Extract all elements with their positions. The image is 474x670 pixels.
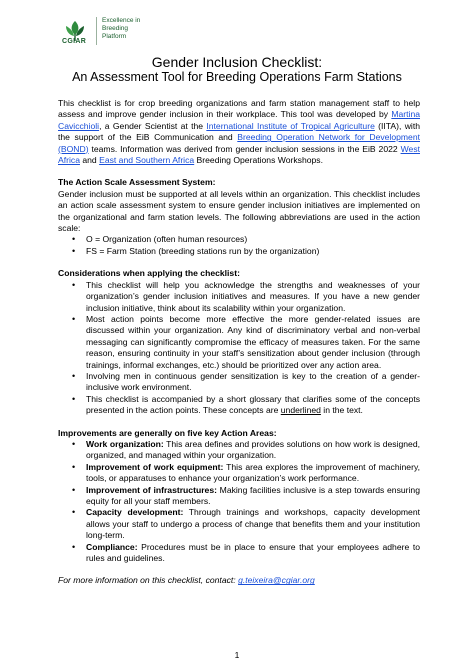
intro-text: , a Gender Scientist at the [99,120,207,131]
action-area-text: This area explores the improvement of machinery, tools, or apparatuses to enhance your organization’s work performance. [86,461,420,484]
intro-text: and [79,155,100,166]
platform-name: Excellence in Breeding Platform [102,17,141,40]
intro-text: This checklist is for crop breeding organizations and farm station management staff to help assess and improve gender inclusion in their workplace. This tool was developed by [58,98,420,120]
intro-text: Breeding Operations Workshops. [194,155,323,166]
east-southern-africa-link[interactable]: East and Southern Africa [99,155,195,166]
action-area-text: Through trainings and workshops, capacity development allows your staff to undergo a process of change that benefits them and your institution long-term. [86,507,420,541]
action-area-label: Capacity development: [86,507,184,518]
action-area-item [58,542,420,565]
contact-line [58,575,420,586]
action-area-label: Improvement of work equipment: [86,461,224,472]
action-area-label: Compliance: [86,541,138,552]
bond-link[interactable]: Breeding Operation Network for Development (BOND) [58,132,420,154]
considerations-heading: Considerations when applying the checklist: [58,268,240,279]
action-area-label: Improvement of infrastructures: [86,484,217,495]
list-item [58,394,420,417]
contact-email-link[interactable]: g.teixeira@cgiar.org [238,575,315,586]
action-area-text: This area defines and provides solutions on how work is designed, organized, and managed within your organization. [86,438,420,461]
page-subtitle: An Assessment Tool for Breeding Operations Farm Stations [72,70,402,84]
page-title: Gender Inclusion Checklist: [151,54,323,70]
action-area-text: Making facilities inclusive is a step towards ensuring equity for all your staff members. [86,484,420,506]
underlined-term: underlined [280,405,321,416]
intro-paragraph [58,98,420,166]
list-item-text: in the text. [320,405,363,416]
list-item-text: This checklist is accompanied by a short glossary that clarifies some of the concepts presented in the action points. These concepts are [86,393,420,416]
list-item: • FS = Farm Station (breeding stations run by the organization) [58,246,420,257]
action-areas-list [58,439,420,564]
action-area-label: Work organization: [86,438,164,449]
document-body [58,98,420,587]
action-area-item [58,485,420,508]
action-scale-text: Gender inclusion must be supported at all levels within an organization. This checklist includes an action scale assessment system to ensure gender inclusion initiatives are implemented on the organizational and farm station levels. The following abbreviations are used in the action scale: [58,188,420,234]
action-area-item [58,462,420,485]
cgiar-logo [62,14,172,48]
intro-text: (IITA), with the support of the EiB Communication and [58,120,420,143]
page-number: 1 [234,650,240,660]
west-africa-link[interactable]: West Africa [58,143,420,166]
list-item: • Most action points become more effective the more gender-related issues are discussed within your organization. Any kind of discriminatory verbal and non-verbal messaging can significantly compromise the efficacy of measures taken. For the same reason, ensuring continuity in your staff’s sensitization about gender inclusion (through trainings, informal exchanges, etc.) should be prioritized over any action area. [58,314,420,371]
considerations-list [58,280,420,417]
author-link[interactable]: Martina Cavicchioli [58,109,420,131]
action-area-item [58,439,420,462]
action-area-item [58,507,420,541]
action-area-text: Procedures must be in place to ensure that your employees adhere to rules and guidelines. [86,541,420,564]
list-item: • O = Organization (often human resources) [58,234,420,245]
logo-divider [96,17,97,45]
list-item: • Involving men in continuous gender sensitization is key to the creation of a gender-inclusive work environment. [58,371,420,394]
improvements-heading: Improvements are generally on five key Action Areas: [58,427,277,438]
list-item: • This checklist will help you acknowledge the strengths and weaknesses of your organization’s gender inclusion initiatives and measures. If you have a new gender inclusion initiative, think about its scalability within your organization. [58,280,420,314]
iita-link[interactable]: International Institute of Tropical Agriculture [206,120,375,131]
intro-text: teams. Information was derived from gender inclusion sessions in the EiB 2022 [88,143,401,154]
action-scale-heading: The Action Scale Assessment System: [58,177,216,188]
cgiar-wordmark: CGIAR [62,38,87,45]
contact-text: For more information on this checklist, contact: [58,575,239,586]
abbreviation-list [58,234,420,257]
